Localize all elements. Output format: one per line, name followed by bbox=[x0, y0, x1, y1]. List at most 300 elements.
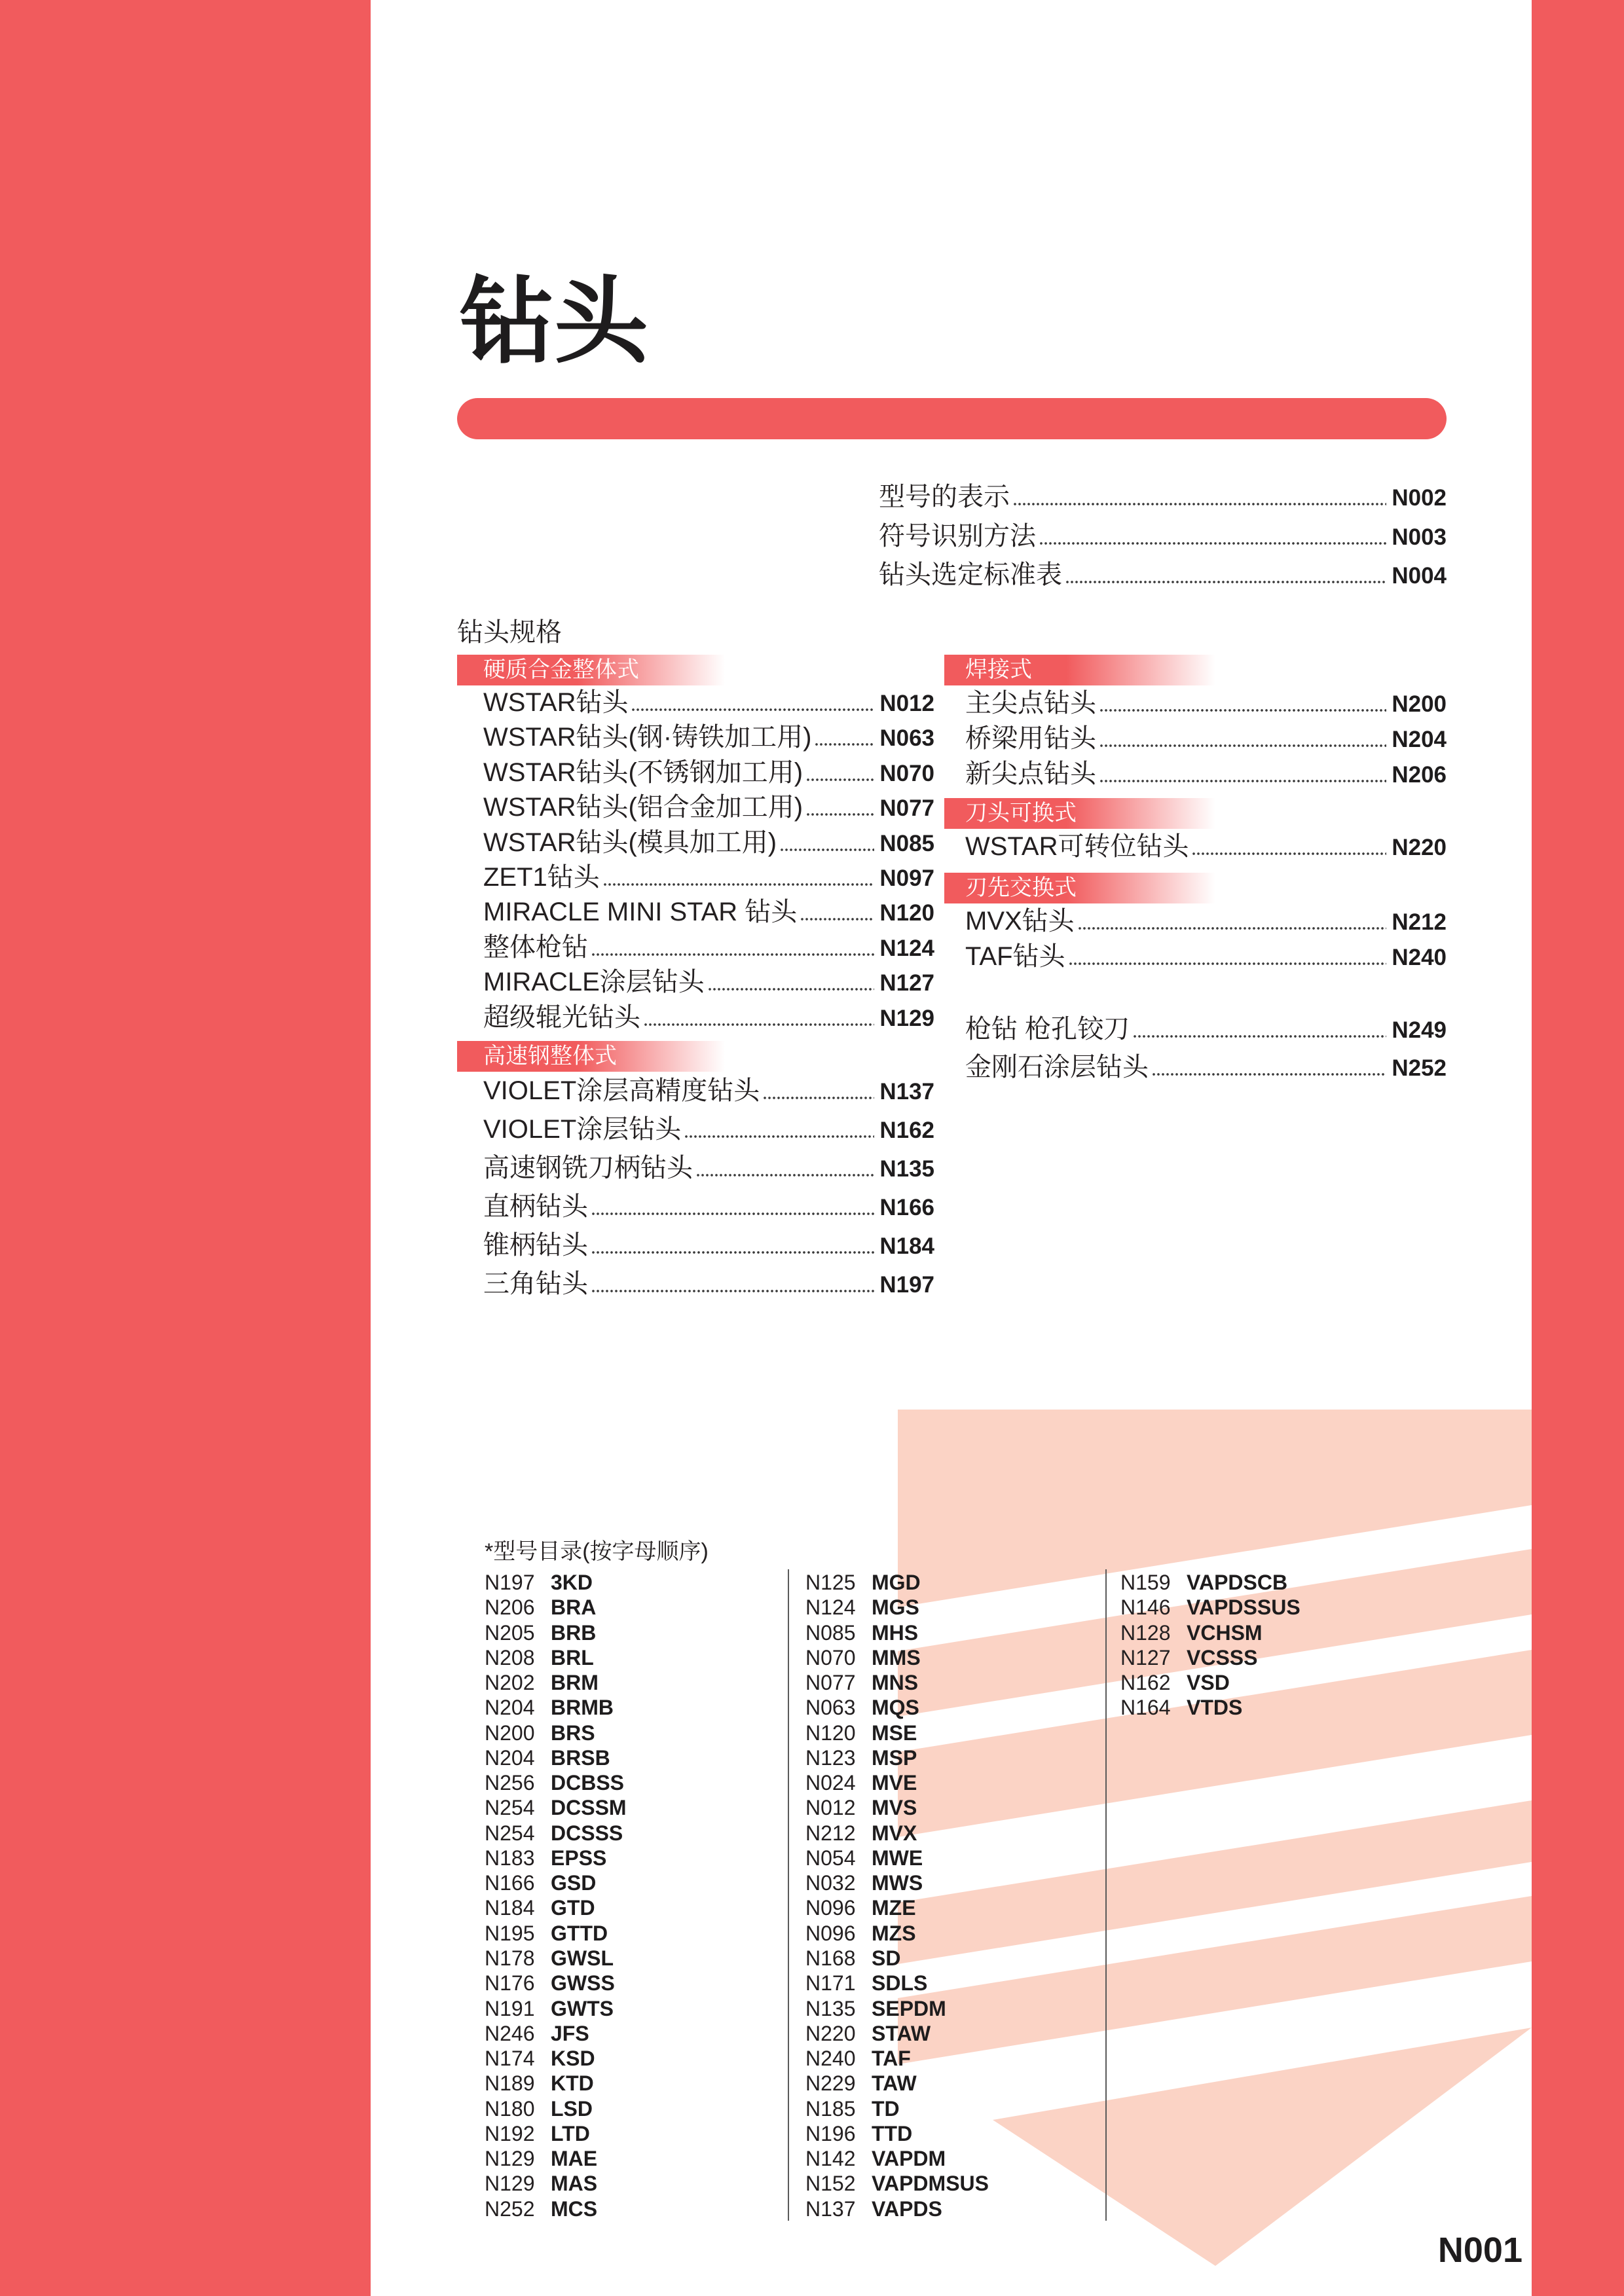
toc-entry-page: N124 bbox=[879, 935, 934, 961]
toc-entry-page: N206 bbox=[1392, 762, 1447, 788]
spec-group-items bbox=[944, 685, 1447, 792]
model-index-code: TD bbox=[872, 2096, 900, 2121]
model-index-page: N120 bbox=[805, 1721, 856, 1745]
toc-entry-label: 符号识别方法 bbox=[879, 521, 1036, 551]
model-index-row bbox=[805, 2171, 989, 2196]
model-index-row bbox=[485, 2146, 627, 2171]
toc-entry bbox=[944, 829, 1447, 864]
model-index-page: N096 bbox=[805, 1896, 856, 1920]
model-index-code: VAPDM bbox=[872, 2147, 946, 2171]
model-index-row bbox=[1120, 1570, 1301, 1595]
model-index-page: N204 bbox=[485, 1745, 535, 1770]
model-index-row bbox=[485, 1795, 627, 1820]
model-index-row bbox=[805, 1946, 989, 1971]
toc-entry-page: N204 bbox=[1392, 727, 1447, 752]
model-index-page: N176 bbox=[485, 1971, 535, 1995]
toc-entry bbox=[879, 478, 1447, 517]
toc-entry bbox=[457, 1000, 934, 1035]
model-index-code: MHS bbox=[872, 1620, 919, 1645]
leader-dots bbox=[644, 1023, 874, 1026]
toc-entry bbox=[879, 517, 1447, 556]
spec-group-heading: 刀头可换式 bbox=[944, 798, 1215, 829]
model-index-page: N256 bbox=[485, 1771, 535, 1795]
model-index-row bbox=[805, 1895, 989, 1920]
model-index-page: N054 bbox=[805, 1846, 856, 1870]
model-index-row bbox=[485, 2121, 627, 2146]
model-index-row bbox=[805, 1695, 989, 1720]
model-index-row bbox=[485, 1570, 627, 1595]
model-index-row bbox=[805, 1645, 989, 1670]
toc-entry bbox=[944, 939, 1447, 974]
toc-entry-label: 高速钢铣刀柄钻头 bbox=[483, 1154, 693, 1182]
toc-entry-label: 直柄钻头 bbox=[483, 1192, 588, 1221]
leader-dots bbox=[1100, 780, 1386, 782]
model-index-code: SEPDM bbox=[872, 1996, 946, 2020]
model-index-code: EPSS bbox=[551, 1846, 607, 1870]
model-index-column bbox=[485, 1570, 627, 2221]
spec-group bbox=[944, 873, 1447, 974]
toc-entry-label: 三角钻头 bbox=[483, 1269, 588, 1298]
leader-dots bbox=[764, 1097, 874, 1099]
toc-entry-page: N220 bbox=[1392, 835, 1447, 860]
leader-dots bbox=[815, 743, 874, 746]
model-index-row bbox=[485, 1721, 627, 1745]
model-index-row bbox=[805, 1846, 989, 1870]
toc-entry bbox=[457, 756, 934, 790]
model-index-page: N220 bbox=[805, 2021, 856, 2045]
toc-entry-page: N184 bbox=[879, 1233, 934, 1259]
model-index-page: N229 bbox=[805, 2071, 856, 2096]
toc-entry-page: N137 bbox=[879, 1079, 934, 1104]
model-index-page: N162 bbox=[1120, 1671, 1171, 1695]
model-index-page: N191 bbox=[485, 1996, 535, 2020]
model-index-code: MSE bbox=[872, 1721, 917, 1745]
model-index-code: MNS bbox=[872, 1671, 919, 1695]
model-index-row bbox=[805, 1921, 989, 1946]
toc-entry-label: MIRACLE MINI STAR 钻头 bbox=[483, 898, 798, 927]
model-index-code: MZE bbox=[872, 1896, 916, 1920]
toc-entry bbox=[457, 930, 934, 965]
model-index-page: N085 bbox=[805, 1620, 856, 1645]
model-index-code: MSP bbox=[872, 1745, 917, 1770]
model-index-code: MAE bbox=[551, 2147, 598, 2171]
toc-entry-page: N097 bbox=[879, 865, 934, 891]
model-index-code: GWSS bbox=[551, 1971, 615, 1995]
toc-entry-label: WSTAR钻头(不锈钢加工用) bbox=[483, 757, 803, 787]
model-index-code: BRS bbox=[551, 1721, 595, 1745]
model-index-code: TAF bbox=[872, 2047, 911, 2071]
model-index-code: DCSSS bbox=[551, 1821, 623, 1845]
toc-entry bbox=[457, 965, 934, 1000]
leader-dots bbox=[1192, 852, 1386, 855]
toc-entry-page: N127 bbox=[879, 970, 934, 996]
model-index-code: MZS bbox=[872, 1921, 916, 1945]
model-index-code: SDLS bbox=[872, 1971, 928, 1995]
model-index-code: GTD bbox=[551, 1896, 595, 1920]
leader-dots bbox=[1014, 503, 1386, 505]
spec-group-heading: 硬质合金整体式 bbox=[457, 655, 725, 685]
model-index-row bbox=[805, 1971, 989, 1995]
model-index-page: N063 bbox=[805, 1696, 856, 1720]
model-index-column bbox=[1120, 1570, 1301, 1721]
model-index-row bbox=[805, 2196, 989, 2221]
model-index-code: DCSSM bbox=[551, 1796, 627, 1820]
spec-group-heading: 刃先交换式 bbox=[944, 873, 1215, 903]
toc-entry-label: WSTAR钻头 bbox=[483, 688, 629, 717]
model-index-row bbox=[805, 1870, 989, 1895]
leader-dots bbox=[1134, 1035, 1386, 1038]
model-index-row bbox=[485, 1895, 627, 1920]
model-index-row bbox=[805, 2096, 989, 2121]
model-index-row bbox=[485, 2171, 627, 2196]
leader-dots bbox=[1100, 709, 1386, 712]
toc-entry bbox=[944, 756, 1447, 792]
model-index-code: KTD bbox=[551, 2071, 594, 2096]
spec-group-items bbox=[457, 1072, 934, 1303]
leader-dots bbox=[685, 1135, 874, 1138]
model-index-page: N137 bbox=[805, 2196, 856, 2221]
leader-dots bbox=[807, 778, 874, 781]
model-index-code: MVE bbox=[872, 1771, 917, 1795]
spec-group-items bbox=[457, 685, 934, 1035]
model-index-code: MAS bbox=[551, 2172, 598, 2196]
model-index-row bbox=[485, 1745, 627, 1770]
toc-entry-label: WSTAR钻头(模具加工用) bbox=[483, 828, 777, 857]
model-index-code: JFS bbox=[551, 2021, 589, 2045]
toc-entry-label: TAF钻头 bbox=[965, 942, 1065, 971]
model-index-code: BRM bbox=[551, 1671, 599, 1695]
spec-group-items bbox=[944, 903, 1447, 974]
model-index-row bbox=[485, 1645, 627, 1670]
model-index-page: N070 bbox=[805, 1645, 856, 1669]
toc-entry bbox=[457, 1188, 934, 1226]
model-index-page: N212 bbox=[805, 1821, 856, 1845]
model-index-page: N254 bbox=[485, 1821, 535, 1845]
toc-entry-label: 钻头选定标准表 bbox=[879, 560, 1062, 589]
model-index-row bbox=[805, 1996, 989, 2021]
model-index-code: BRMB bbox=[551, 1696, 614, 1720]
model-index-code: STAW bbox=[872, 2021, 931, 2045]
model-index-page: N254 bbox=[485, 1796, 535, 1820]
model-index-row bbox=[485, 2096, 627, 2121]
toc-entry-page: N200 bbox=[1392, 691, 1447, 717]
model-index-page: N127 bbox=[1120, 1645, 1171, 1669]
toc-entry-page: N003 bbox=[1392, 524, 1447, 550]
spec-group-heading: 焊接式 bbox=[944, 655, 1215, 685]
model-index-page: N183 bbox=[485, 1846, 535, 1870]
model-index-page: N192 bbox=[485, 2121, 535, 2145]
column-divider bbox=[788, 1569, 789, 2221]
model-index-heading: *型号目录(按字母顺序) bbox=[485, 1539, 709, 1564]
model-index-code: GWTS bbox=[551, 1996, 614, 2020]
leader-dots bbox=[632, 708, 874, 711]
toc-entry-label: VIOLET涂层高精度钻头 bbox=[483, 1076, 760, 1105]
model-index-code: MWE bbox=[872, 1846, 923, 1870]
model-index-row bbox=[485, 1595, 627, 1620]
model-index-page: N166 bbox=[485, 1871, 535, 1895]
model-index-row bbox=[805, 2121, 989, 2146]
model-index-code: MQS bbox=[872, 1696, 919, 1720]
model-index-code: BRB bbox=[551, 1620, 597, 1645]
toc-entry-page: N135 bbox=[879, 1156, 934, 1182]
toc-entry bbox=[457, 1149, 934, 1188]
leader-dots bbox=[781, 848, 874, 851]
leader-dots bbox=[1079, 927, 1387, 930]
toc-entry-page: N162 bbox=[879, 1118, 934, 1143]
model-index-page: N174 bbox=[485, 2047, 535, 2071]
model-index-code: MVS bbox=[872, 1796, 917, 1820]
model-index-page: N164 bbox=[1120, 1696, 1171, 1720]
toc-entry-page: N070 bbox=[879, 760, 934, 786]
toc-entry bbox=[457, 826, 934, 860]
toc-entry-page: N002 bbox=[1392, 485, 1447, 511]
toc-entry-page: N012 bbox=[879, 691, 934, 716]
model-index-code: VAPDSSUS bbox=[1187, 1595, 1301, 1620]
leader-dots bbox=[807, 813, 874, 816]
toc-entry-label: 主尖点钻头 bbox=[965, 689, 1096, 718]
model-index-row bbox=[485, 1695, 627, 1720]
toc-entry-label: 型号的表示 bbox=[879, 483, 1010, 511]
model-index-row bbox=[805, 2071, 989, 2096]
model-index-page: N178 bbox=[485, 1946, 535, 1970]
model-index-page: N252 bbox=[485, 2196, 535, 2221]
model-index-row bbox=[485, 2196, 627, 2221]
spec-group-items bbox=[944, 829, 1447, 864]
model-index-row bbox=[485, 1946, 627, 1971]
model-index-row bbox=[1120, 1620, 1301, 1645]
model-index-row bbox=[805, 1745, 989, 1770]
toc-entry-page: N252 bbox=[1392, 1055, 1447, 1081]
model-index-code: MGS bbox=[872, 1595, 919, 1620]
toc-entry-label: MVX钻头 bbox=[965, 907, 1075, 936]
model-index-page: N024 bbox=[805, 1771, 856, 1795]
model-index-row bbox=[1120, 1695, 1301, 1720]
toc-entry bbox=[457, 1226, 934, 1265]
model-index-page: N012 bbox=[805, 1796, 856, 1820]
model-index-page: N135 bbox=[805, 1996, 856, 2020]
model-index-row bbox=[485, 1670, 627, 1695]
model-index-code: MGD bbox=[872, 1571, 921, 1594]
model-index-code: LSD bbox=[551, 2096, 593, 2121]
toc-entry-page: N240 bbox=[1392, 945, 1447, 970]
top-index bbox=[879, 478, 1447, 595]
toc-entry-label: 金刚石涂层钻头 bbox=[965, 1053, 1149, 1082]
toc-entry bbox=[457, 895, 934, 930]
spec-group-heading: 高速钢整体式 bbox=[457, 1041, 725, 1072]
spec-group bbox=[944, 798, 1447, 864]
leader-dots bbox=[592, 1290, 874, 1292]
model-index-page: N129 bbox=[485, 2172, 535, 2196]
leader-dots bbox=[1100, 744, 1386, 747]
model-index-row bbox=[805, 1570, 989, 1595]
leader-dots bbox=[1069, 962, 1387, 965]
model-index-code: GWSL bbox=[551, 1946, 614, 1970]
model-index-row bbox=[485, 2071, 627, 2096]
model-index-code: VTDS bbox=[1187, 1696, 1243, 1720]
leader-dots bbox=[801, 918, 874, 920]
model-index-page: N159 bbox=[1120, 1571, 1171, 1594]
toc-entry-page: N197 bbox=[879, 1272, 934, 1298]
column-divider bbox=[1105, 1569, 1107, 2221]
model-index-row bbox=[485, 2021, 627, 2046]
model-index-page: N129 bbox=[485, 2147, 535, 2171]
toc-entry bbox=[457, 1265, 934, 1303]
model-index-page: N128 bbox=[1120, 1620, 1171, 1645]
model-index-row bbox=[1120, 1645, 1301, 1670]
toc-entry-page: N004 bbox=[1392, 563, 1447, 589]
toc-entry-page: N120 bbox=[879, 900, 934, 926]
spec-group-items bbox=[944, 1010, 1447, 1086]
toc-entry-page: N212 bbox=[1392, 909, 1447, 935]
model-index-code: MMS bbox=[872, 1645, 921, 1669]
model-index-row bbox=[485, 1996, 627, 2021]
model-index-page: N168 bbox=[805, 1946, 856, 1970]
spec-group bbox=[944, 1010, 1447, 1086]
model-index-code: LTD bbox=[551, 2121, 590, 2145]
model-index-code: SD bbox=[872, 1946, 901, 1970]
model-index-code: MWS bbox=[872, 1871, 923, 1895]
model-index-code: GSD bbox=[551, 1871, 597, 1895]
title-underline-bar bbox=[457, 398, 1447, 439]
model-index-page: N123 bbox=[805, 1745, 856, 1770]
model-index-row bbox=[805, 2046, 989, 2071]
toc-entry-label: MIRACLE涂层钻头 bbox=[483, 968, 705, 997]
leader-dots bbox=[1066, 581, 1386, 583]
model-index-page: N185 bbox=[805, 2096, 856, 2121]
model-index-page: N096 bbox=[805, 1921, 856, 1945]
model-index-page: N184 bbox=[485, 1896, 535, 1920]
model-index-row bbox=[805, 1670, 989, 1695]
model-index-page: N202 bbox=[485, 1671, 535, 1695]
model-index-page: N200 bbox=[485, 1721, 535, 1745]
model-index-row bbox=[485, 1821, 627, 1846]
toc-entry-label: 超级辊光钻头 bbox=[483, 1002, 640, 1032]
spec-group bbox=[944, 655, 1447, 792]
toc-entry-label: WSTAR可转位钻头 bbox=[965, 832, 1189, 861]
toc-entry-label: 整体枪钻 bbox=[483, 932, 588, 962]
toc-entry-label: 新尖点钻头 bbox=[965, 759, 1096, 788]
model-index-column bbox=[805, 1570, 989, 2221]
model-index-page: N180 bbox=[485, 2096, 535, 2121]
model-index-page: N195 bbox=[485, 1921, 535, 1945]
toc-entry-label: VIOLET涂层钻头 bbox=[483, 1115, 682, 1144]
model-index-row bbox=[485, 1846, 627, 1870]
model-index-page: N196 bbox=[805, 2121, 856, 2145]
toc-entry-label: WSTAR钻头(钢·铸铁加工用) bbox=[483, 723, 812, 752]
spec-group bbox=[457, 655, 934, 1035]
model-index-page: N152 bbox=[805, 2172, 856, 2196]
toc-entry-page: N249 bbox=[1392, 1017, 1447, 1043]
toc-entry bbox=[944, 903, 1447, 939]
model-index-code: VAPDSCB bbox=[1187, 1571, 1288, 1594]
toc-entry bbox=[944, 721, 1447, 756]
model-index-row bbox=[485, 1921, 627, 1946]
model-index-code: BRA bbox=[551, 1595, 597, 1620]
model-index-code: BRSB bbox=[551, 1745, 610, 1770]
toc-entry-label: 枪钻 枪孔铰刀 bbox=[965, 1015, 1130, 1044]
model-index-code: MVX bbox=[872, 1821, 917, 1845]
model-index-row bbox=[805, 1770, 989, 1795]
model-index-row bbox=[485, 1770, 627, 1795]
model-index-page: N246 bbox=[485, 2021, 535, 2045]
toc-entry bbox=[457, 860, 934, 895]
toc-entry bbox=[457, 790, 934, 825]
toc-entry bbox=[457, 1110, 934, 1149]
model-index-page: N171 bbox=[805, 1971, 856, 1995]
model-index-code: TTD bbox=[872, 2121, 913, 2145]
model-index-code: VCSSS bbox=[1187, 1645, 1258, 1669]
toc-entry-page: N085 bbox=[879, 830, 934, 856]
model-index-code: VSD bbox=[1187, 1671, 1230, 1695]
model-index-code: VCHSM bbox=[1187, 1620, 1263, 1645]
spec-heading: 钻头规格 bbox=[457, 618, 562, 647]
leader-dots bbox=[592, 1251, 874, 1254]
model-index-row bbox=[805, 2146, 989, 2171]
model-index-code: GTTD bbox=[551, 1921, 608, 1945]
leader-dots bbox=[592, 1212, 874, 1215]
model-index-row bbox=[805, 1620, 989, 1645]
model-index-code: KSD bbox=[551, 2047, 595, 2071]
model-index-row bbox=[1120, 1670, 1301, 1695]
spec-group bbox=[457, 1041, 934, 1303]
model-index-row bbox=[805, 1595, 989, 1620]
model-index-page: N125 bbox=[805, 1571, 856, 1594]
model-index-page: N204 bbox=[485, 1696, 535, 1720]
toc-entry-label: 桥梁用钻头 bbox=[965, 724, 1096, 753]
toc-entry bbox=[457, 1072, 934, 1110]
model-index-row bbox=[485, 1870, 627, 1895]
model-index-row bbox=[805, 1795, 989, 1820]
leader-dots bbox=[697, 1174, 874, 1176]
leader-dots bbox=[604, 883, 875, 886]
model-index-row bbox=[805, 1721, 989, 1745]
model-index-row bbox=[485, 2046, 627, 2071]
model-index-code: DCBSS bbox=[551, 1771, 625, 1795]
toc-entry-page: N063 bbox=[879, 725, 934, 752]
model-index-page: N205 bbox=[485, 1620, 535, 1645]
toc-entry-page: N077 bbox=[879, 795, 934, 822]
model-index-row bbox=[485, 1620, 627, 1645]
toc-entry bbox=[944, 1048, 1447, 1086]
leader-dots bbox=[1153, 1073, 1386, 1076]
model-index-code: BRL bbox=[551, 1645, 594, 1669]
model-index-code: MCS bbox=[551, 2196, 598, 2221]
model-index-page: N077 bbox=[805, 1671, 856, 1695]
model-index-page: N124 bbox=[805, 1595, 856, 1620]
model-index-code: TAW bbox=[872, 2071, 917, 2096]
toc-entry bbox=[879, 556, 1447, 595]
page-number: N001 bbox=[1437, 2231, 1522, 2270]
toc-entry-page: N166 bbox=[879, 1195, 934, 1220]
leader-dots bbox=[709, 988, 875, 991]
model-index-row bbox=[1120, 1595, 1301, 1620]
toc-entry-page: N129 bbox=[879, 1005, 934, 1031]
model-index-row bbox=[805, 1821, 989, 1846]
model-index-page: N197 bbox=[485, 1571, 535, 1594]
model-index-page: N142 bbox=[805, 2147, 856, 2171]
toc-entry-label: ZET1钻头 bbox=[483, 862, 600, 892]
model-index-page: N240 bbox=[805, 2047, 856, 2071]
model-index-page: N208 bbox=[485, 1645, 535, 1669]
model-index-page: N206 bbox=[485, 1595, 535, 1620]
model-index-code: VAPDMSUS bbox=[872, 2172, 989, 2196]
model-index-page: N146 bbox=[1120, 1595, 1171, 1620]
toc-entry bbox=[944, 685, 1447, 721]
model-index-code: 3KD bbox=[551, 1571, 593, 1594]
leader-dots bbox=[1040, 542, 1386, 545]
model-index-page: N189 bbox=[485, 2071, 535, 2096]
model-index-row bbox=[485, 1971, 627, 1995]
